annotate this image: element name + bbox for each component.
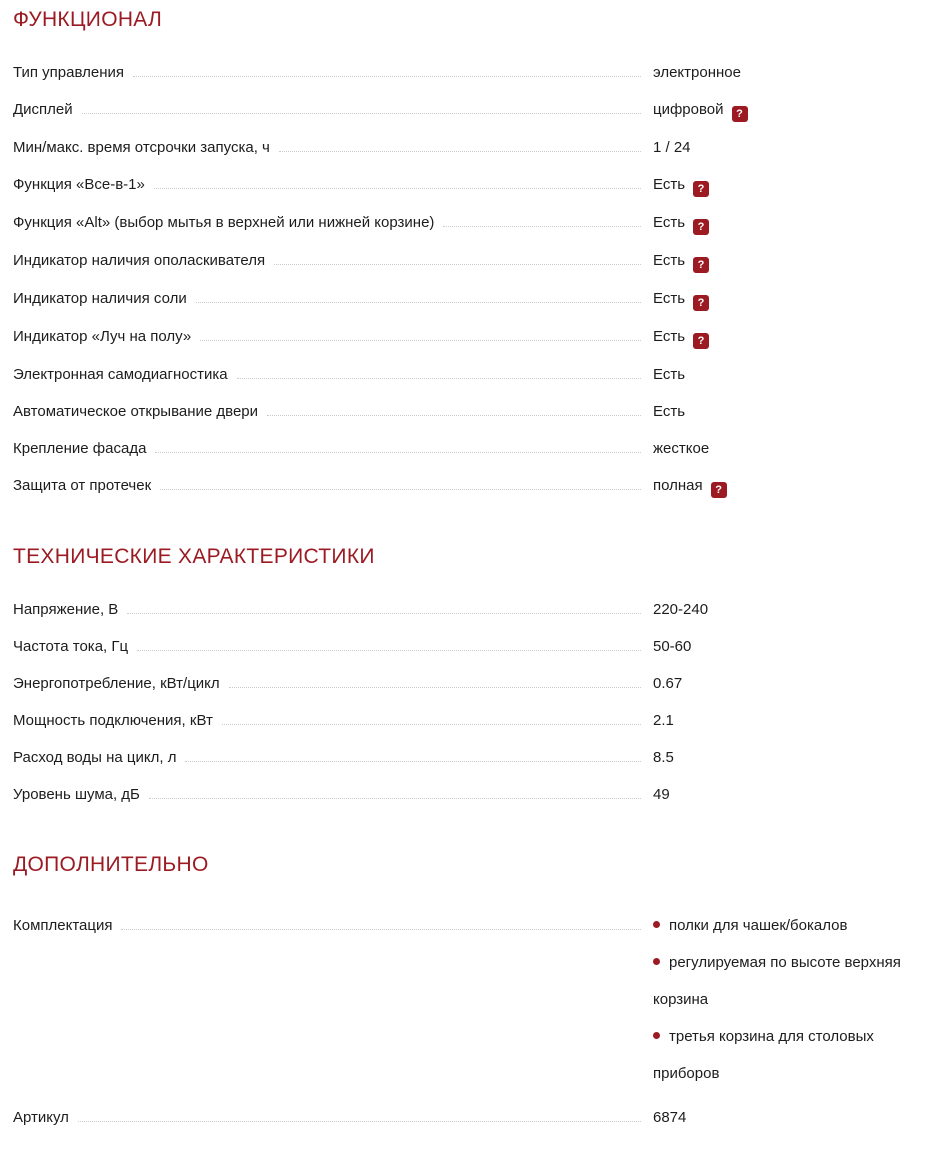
spec-label: Дисплей: [13, 101, 73, 118]
help-icon[interactable]: ?: [693, 257, 709, 273]
dotted-leader: [185, 761, 641, 762]
bullet-icon: [653, 1032, 660, 1039]
spec-row: [13, 475, 915, 498]
spec-label: Мин/макс. время отсрочки запуска, ч: [13, 139, 270, 156]
spec-value-text: Есть: [653, 214, 686, 231]
spec-value: [653, 747, 915, 769]
spec-row: [13, 62, 915, 84]
spec-row: [13, 1107, 915, 1129]
dotted-leader: [279, 151, 641, 152]
spec-label: Мощность подключения, кВт: [13, 712, 213, 729]
dotted-leader: [229, 687, 641, 688]
spec-value: [653, 907, 915, 1092]
spec-value-text: 220-240: [653, 601, 709, 618]
section-title: ДОПОЛНИТЕЛЬНО: [13, 853, 209, 876]
list-item-text: третья корзина для столовых приборов: [653, 1028, 874, 1082]
list-item: [653, 907, 915, 944]
help-icon[interactable]: ?: [693, 333, 709, 349]
spec-value: [653, 636, 915, 658]
spec-row: [13, 99, 915, 122]
spec-value: [653, 326, 915, 349]
dotted-leader: [149, 798, 641, 799]
spec-value: [653, 673, 915, 695]
spec-label: Индикатор наличия соли: [13, 290, 187, 307]
spec-value-text: Есть: [653, 252, 686, 269]
spec-row: [13, 784, 915, 806]
spec-value-text: полная: [653, 477, 703, 494]
spec-label: Электронная самодиагностика: [13, 366, 228, 383]
list-item-text: регулируемая по высоте верхняя корзина: [653, 954, 901, 1008]
spec-value: [653, 1107, 915, 1129]
spec-label: Уровень шума, дБ: [13, 786, 140, 803]
spec-label: Тип управления: [13, 64, 124, 81]
spec-label: Частота тока, Гц: [13, 638, 129, 655]
list-item: [653, 944, 915, 1018]
spec-label: Крепление фасада: [13, 440, 147, 457]
dotted-leader: [443, 226, 641, 227]
dotted-leader: [127, 613, 641, 614]
spec-label: Комплектация: [13, 917, 113, 934]
spec-row: [13, 364, 915, 386]
dotted-leader: [200, 340, 641, 341]
section-title: ФУНКЦИОНАЛ: [13, 8, 163, 31]
spec-value: [653, 599, 915, 621]
spec-label: Функция «Все-в-1»: [13, 176, 145, 193]
spec-value-text: Есть: [653, 403, 686, 420]
spec-section: [13, 8, 915, 498]
spec-row: [13, 326, 915, 349]
spec-value: [653, 710, 915, 732]
spec-value-text: Есть: [653, 176, 686, 193]
dotted-leader: [82, 113, 641, 114]
spec-label: Защита от протечек: [13, 477, 152, 494]
list-item: [653, 1018, 915, 1092]
spec-row: [13, 710, 915, 732]
spec-row: [13, 401, 915, 423]
dotted-leader: [237, 378, 641, 379]
dotted-leader: [78, 1121, 641, 1122]
help-icon[interactable]: ?: [693, 219, 709, 235]
spec-row: [13, 673, 915, 695]
spec-section: [13, 853, 915, 1129]
spec-value: [653, 137, 915, 159]
dotted-leader: [121, 929, 641, 930]
dotted-leader: [222, 724, 641, 725]
spec-row: [13, 747, 915, 769]
spec-label: Индикатор наличия ополаскивателя: [13, 252, 266, 269]
spec-value: [653, 288, 915, 311]
spec-label: Артикул: [13, 1109, 69, 1126]
spec-label: Автоматическое открывание двери: [13, 403, 259, 420]
dotted-leader: [196, 302, 641, 303]
bullet-icon: [653, 958, 660, 965]
spec-value: [653, 212, 915, 235]
spec-row: [13, 636, 915, 658]
dotted-leader: [267, 415, 641, 416]
dotted-leader: [155, 452, 641, 453]
spec-row: [13, 907, 915, 1092]
spec-value: [653, 99, 915, 122]
spec-value: [653, 784, 915, 806]
spec-value: [653, 438, 915, 460]
spec-row: [13, 288, 915, 311]
spec-section: [13, 545, 915, 806]
spec-value: [653, 174, 915, 197]
dotted-leader: [133, 76, 641, 77]
spec-value: [653, 475, 915, 498]
help-icon[interactable]: ?: [732, 106, 748, 122]
spec-value-text: цифровой: [653, 101, 724, 118]
list-item-text: полки для чашек/бокалов: [669, 917, 848, 934]
spec-value: [653, 401, 915, 423]
spec-value-text: 0.67: [653, 675, 683, 692]
section-title: ТЕХНИЧЕСКИЕ ХАРАКТЕРИСТИКИ: [13, 545, 375, 568]
spec-value-text: 8.5: [653, 749, 674, 766]
bullet-icon: [653, 921, 660, 928]
spec-value-text: 2.1: [653, 712, 674, 729]
dotted-leader: [160, 489, 641, 490]
spec-value: [653, 62, 915, 84]
spec-label: Функция «Alt» (выбор мытья в верхней или нижней корзине): [13, 214, 435, 231]
spec-value: [653, 250, 915, 273]
dotted-leader: [274, 264, 641, 265]
spec-value-text: 6874: [653, 1109, 687, 1126]
help-icon[interactable]: ?: [711, 482, 727, 498]
spec-label: Напряжение, В: [13, 601, 119, 618]
spec-row: [13, 212, 915, 235]
spec-row: [13, 250, 915, 273]
spec-label: Индикатор «Луч на полу»: [13, 328, 192, 345]
spec-row: [13, 438, 915, 460]
spec-value-text: 1 / 24: [653, 139, 691, 156]
spec-value-text: 49: [653, 786, 670, 803]
spec-value-text: жесткое: [653, 440, 710, 457]
spec-value-text: 50-60: [653, 638, 692, 655]
help-icon[interactable]: ?: [693, 181, 709, 197]
spec-value-text: Есть: [653, 328, 686, 345]
dotted-leader: [154, 188, 641, 189]
spec-row: [13, 137, 915, 159]
spec-value-text: электронное: [653, 64, 741, 81]
spec-row: [13, 599, 915, 621]
spec-value-text: Есть: [653, 366, 686, 383]
spec-row: [13, 174, 915, 197]
dotted-leader: [137, 650, 641, 651]
spec-value-text: Есть: [653, 290, 686, 307]
spec-label: Расход воды на цикл, л: [13, 749, 177, 766]
spec-label: Энергопотребление, кВт/цикл: [13, 675, 220, 692]
spec-value: [653, 364, 915, 386]
help-icon[interactable]: ?: [693, 295, 709, 311]
